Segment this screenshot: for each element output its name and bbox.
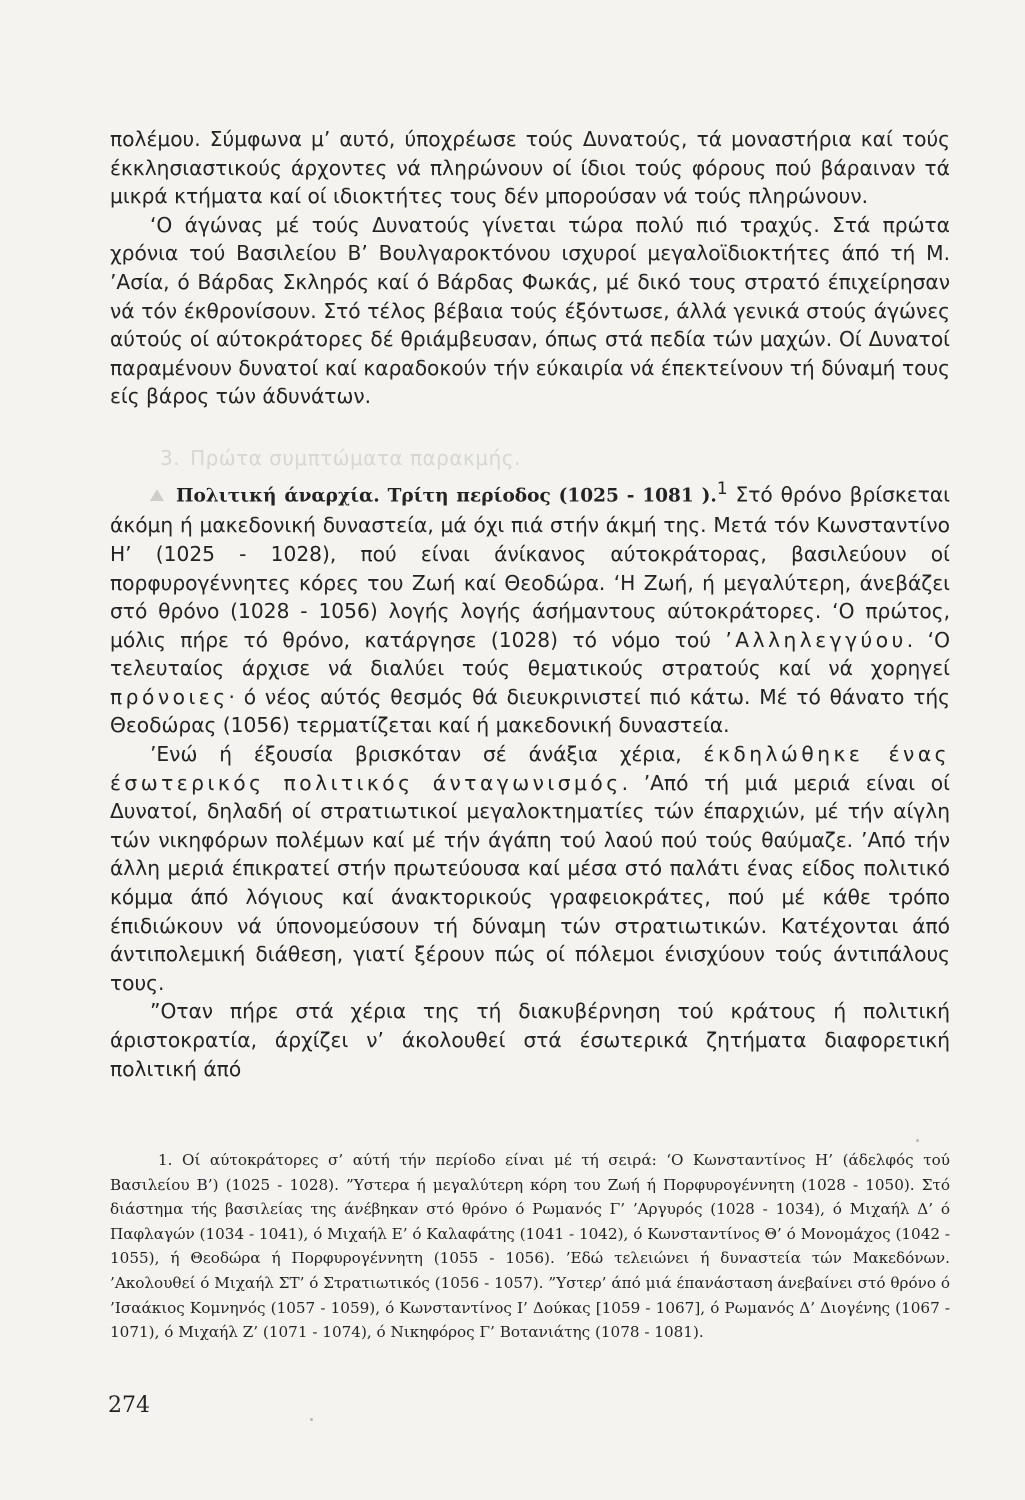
section-heading [160,446,531,470]
paragraph-text: ’Ενώ ή έξουσία βρισκόταν σέ άνάξια χέρια, [150,742,704,767]
page-number: 274 [108,1393,150,1418]
subsection-title: Πολιτική άναρχία. Τρίτη περίοδος (1025 - 1081 ). [176,485,717,507]
footnotes [110,1148,950,1345]
paragraph-aristocracy: ”Οταν πήρε στά χέρια της τή διακυβέρνηση τού κράτους ή πολιτική άριστοκρατία, άρχίζει ν’ άκολουθεί στά έσωτερικά ζητήματα διαφορετική πολιτική άπό [110,999,950,1081]
paragraph-continued: πολέμου. Σύμφωνα μ’ αυτό, ύποχρέωσε τούς Δυνατούς, τά μοναστήρια καί τούς έκκλησιαστικούς άρχοντες νά πληρώνουν οί ίδιοι τούς φόρους πού βάραιναν τά μικρά κτήματα καί οί ιδιοκτήτες τους δέν μπορούσαν νά τούς πληρώνουν. [110,127,950,209]
section-title: Πρώτα συμπτώματα παρακμής. [190,446,521,470]
print-speck [916,1139,919,1142]
paragraph-political-anarchy [110,474,950,740]
footnote-reference: 1 [716,478,728,498]
paragraph-text: · ό νέος αύτός θεσμός θά διευκρινιστεί πιό κάτω. Μέ τό θάνατο τής Θεοδώρας (1056) τερματίζεται καί ή μακεδονική δυναστεία. [110,684,950,738]
paragraph-dynatoi-struggle: ‘Ο άγώνας μέ τούς Δυνατούς γίνεται τώρα πολύ πιό τραχύς. Στά πρώτα χρόνια τού Βασιλείου Β’ Βουλγαροκτόνου ισχυροί μεγαλοϊδιοκτήτες άπό τή Μ. ’Ασία, ό Βάρδας Σκληρός καί ό Βάρδας Φωκάς, μέ δικό τους στρατό έπιχείρησαν νά τόν έκθρονίσουν. Στό τέλος βέβαια τούς έξόντωσε, άλλά γενικά στούς άγώνες αύτούς οί αύτοκράτορες δέ θριάμβευσαν, όπως στά πεδία τών μαχών. Οί Δυνατοί παραμένουν δυνατοί καί καραδοκούν τήν εύκαιρία νά έπεκτείνουν τή δύναμή τους είς βάρος τών άδυνάτων. [110,212,950,409]
footnote-1: 1. Οί αύτοκράτορες σ’ αύτή τήν περίοδο είναι μέ τή σειρά: ‘Ο Κωνσταντίνος Η’ (άδελφός τού Βασιλείου Β’) (1025 - 1028). ”Υστερα ή μεγαλύτερη κόρη του Ζωή ή Πορφυρογέννητη (1028 - 1050). Στό διάστημα τής βασιλείας της άνέβηκαν στό θρόνο ό Ρωμανός Γ’ ’Αργυρός (1028 - 1034), ό Μιχαήλ Δ’ ό Παφλαγών (1034 - 1041), ό Μιχαήλ Ε’ ό Καλαφάτης (1041 - 1042), ό Κωνσταντίνος Θ’ ό Μονομάχος (1042 - 1055), ή Θεοδώρα ή Πορφυρογέννητη (1055 - 1056). ’Εδώ τελειώνει ή δυναστεία τών Μακεδόνων. ’Ακολουθεί ό Μιχαήλ ΣΤ’ ό Στρατιωτικός (1056 - 1057). ”Υστερ’ άπό μιά έπανάσταση άνεβαίνει στό θρόνο ό ’Ισαάκιος Κομνηνός (1057 - 1059), ό Κωνσταντίνος Ι’ Δούκας [1059 - 1067], ό Ρωμανός Δ’ Διογένης (1067 - 1071), ό Μιχαήλ Ζ’ (1071 - 1074), ό Νικηφόρος Γ’ Βοτανιάτης (1078 - 1081). [110,1151,950,1342]
paragraph-text: . ’Από τή μιά μεριά είναι οί Δυνατοί, δηλαδή οί στρατιωτικοί μεγαλοκτηματίες τών έπαρχιών, μέ τήν αίγλη τών νικηφόρων πολέμων καί μέ τήν άγάπη τού λαού πού τούς θαύμαζε. ’Από τήν άλλη μεριά έπικρατεί στήν πρωτεύουσα καί μέσα στό παλάτι ένας είδος πολιτικό κόμμα άπό λόγιους καί άνακτορικούς γραφειοκράτες, πού μέ κάθε τρόπο έπιδιώκουν νά ύπονομεύσουν τή δύναμη τών στρατιωτικών. Κατέχονται άπό άντιπολεμική διάθεση, γιατί ξέρουν πώς οί πόλεμοι ένισχύουν τούς άντιπάλους τους. [110,770,950,995]
print-speck [310,1418,313,1421]
triangle-marker-icon [150,489,164,501]
emphasized-term: έκδηλώθηκε ένας έσωτερικός πολιτικός άνταγωνισμός [110,742,950,795]
paragraph-internal-rivalry [110,740,950,997]
paragraph-text: Στό θρόνο βρίσκεται άκόμη ή μακεδονική δυναστεία, μά όχι πιά στήν άκμή της. Μετά τόν Κωνσταντίνο Η’ (1025 - 1028), πού είναι άνίκανος αύτοκράτορας, βασιλεύουν οί πορφυρογέννητες κόρες του Ζωή καί Θεοδώρα. ‘Η Ζωή, ή μεγαλύτερη, άνεβάζει στό θρόνο (1028 - 1056) λογής λογής άσήμαντους αύτοκράτορες. ‘Ο πρώτος, μόλις πήρε τό θρόνο, κατάργησε (1028) τό νόμο τού [110,482,950,652]
paragraph-text: . ‘Ο τελευταίος άρχισε νά διαλύει τούς θεματικούς στρατούς καί νά χορηγεί [110,627,950,681]
section-number: 3. [160,446,181,470]
emphasized-term: πρόνοιες [110,684,229,709]
text-block-main [110,474,950,1083]
text-block-top [110,125,950,411]
emphasized-term: ’Αλληλεγγύου [725,627,907,652]
